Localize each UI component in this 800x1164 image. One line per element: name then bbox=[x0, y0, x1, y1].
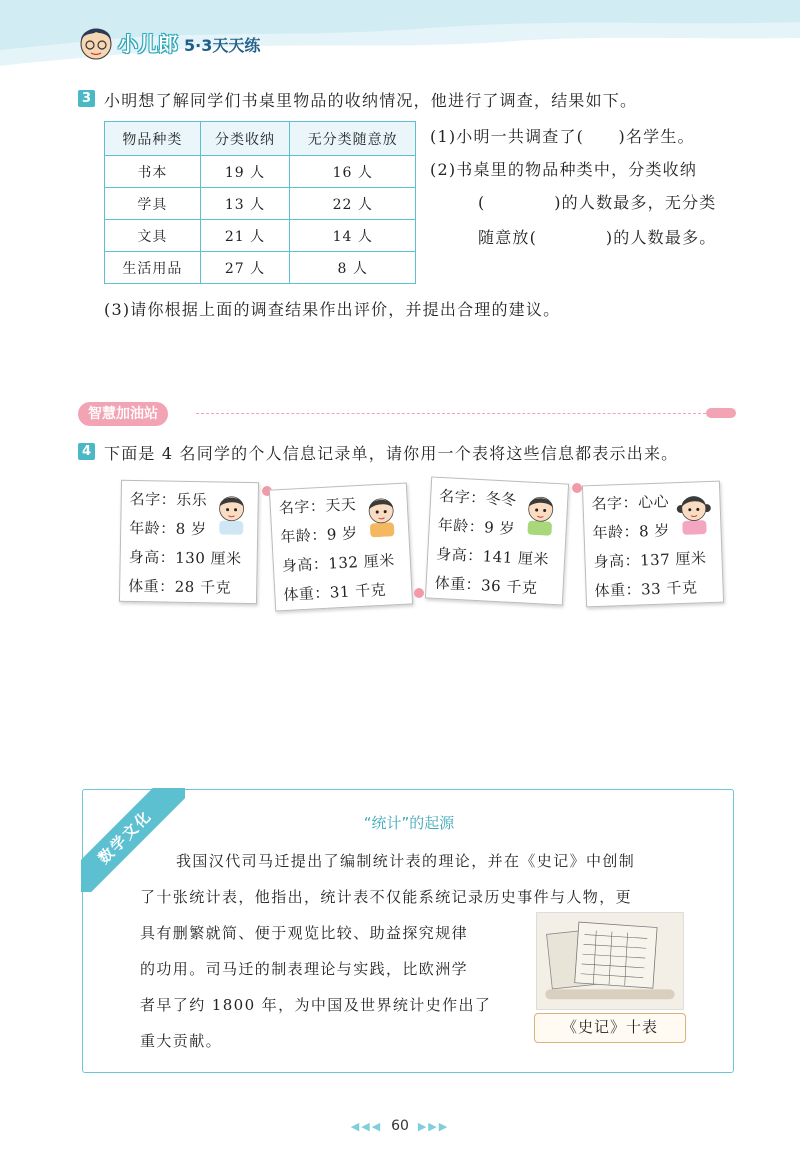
info-card bbox=[119, 480, 259, 604]
card-name: 名字：乐乐 bbox=[129, 489, 208, 510]
table-cell: 16 人 bbox=[290, 156, 416, 188]
culture-paragraph-line: 了十张统计表，他指出，统计表不仅能系统记录历史事件与人物，更 bbox=[140, 888, 633, 906]
card-name: 名字：心心 bbox=[591, 492, 670, 514]
table-cell: 文具 bbox=[105, 220, 201, 252]
boy-avatar-icon bbox=[362, 490, 400, 538]
table-row bbox=[105, 156, 416, 188]
culture-title: “统计”的起源 bbox=[363, 814, 455, 832]
info-card bbox=[425, 476, 569, 605]
sub-question-3: (3)请你根据上面的调查结果作出评价，并提出合理的建议。 bbox=[104, 300, 561, 319]
card-age: 年龄：9 岁 bbox=[279, 524, 359, 547]
card-name: 名字：天天 bbox=[278, 495, 357, 518]
culture-paragraph-line: 的功用。司马迁的制表理论与实践，比欧洲学 bbox=[140, 960, 469, 978]
card-age: 年龄：9 岁 bbox=[437, 515, 516, 538]
table-cell: 生活用品 bbox=[105, 252, 201, 284]
question-number-4: 4 bbox=[78, 443, 95, 460]
shiji-tables-image bbox=[536, 912, 684, 1010]
sub-question-1: (1)小明一共调查了( )名学生。 bbox=[430, 127, 695, 146]
table-cell: 8 人 bbox=[290, 252, 416, 284]
sub-question-2-line-2: ( )的人数最多，无分类 bbox=[478, 193, 717, 212]
card-height: 身高：141 厘米 bbox=[435, 544, 550, 569]
page-number: 60 bbox=[391, 1118, 409, 1134]
table-header-cell: 分类收纳 bbox=[200, 122, 290, 156]
survey-table bbox=[104, 121, 416, 284]
card-weight: 体重：33 千克 bbox=[594, 578, 698, 601]
left-arrows-icon: ◀◀◀ bbox=[350, 1120, 383, 1133]
culture-paragraph-line: 我国汉代司马迁提出了编制统计表的理论，并在《史记》中创制 bbox=[176, 852, 636, 870]
card-weight: 体重：31 千克 bbox=[282, 580, 387, 605]
card-height: 身高：137 厘米 bbox=[593, 549, 707, 572]
mascot-icon bbox=[76, 20, 116, 64]
table-header-cell: 物品种类 bbox=[105, 122, 201, 156]
culture-paragraph-line: 具有删繁就简、便于观览比较、助益探究规律 bbox=[140, 924, 469, 942]
card-age: 年龄：8 岁 bbox=[129, 518, 207, 539]
table-cell: 21 人 bbox=[200, 220, 290, 252]
culture-paragraph-line: 重大贡献。 bbox=[140, 1032, 223, 1050]
section-divider bbox=[196, 413, 706, 414]
image-caption: 《史记》十表 bbox=[534, 1013, 686, 1043]
info-card bbox=[582, 481, 724, 608]
table-cell: 书本 bbox=[105, 156, 201, 188]
table-row bbox=[105, 220, 416, 252]
table-row bbox=[105, 188, 416, 220]
card-weight: 体重：36 千克 bbox=[434, 573, 538, 598]
card-height: 身高：130 厘米 bbox=[128, 547, 242, 568]
culture-paragraph-line: 者早了约 1800 年，为中国及世界统计史作出了 bbox=[140, 996, 492, 1014]
boy-avatar-icon bbox=[213, 488, 250, 535]
table-row bbox=[105, 252, 416, 284]
card-height: 身高：132 厘米 bbox=[281, 551, 396, 576]
page-footer bbox=[0, 1118, 800, 1134]
pin-icon bbox=[414, 588, 424, 598]
section-banner: 智慧加油站 bbox=[78, 402, 168, 426]
culture-ribbon bbox=[81, 788, 185, 892]
sub-question-2-line-1: (2)书桌里的物品种类中，分类收纳 bbox=[430, 160, 698, 179]
question-number-3: 3 bbox=[78, 90, 95, 107]
question-4-prompt: 下面是 4 名同学的个人信息记录单，请你用一个表将这些信息都表示出来。 bbox=[104, 444, 679, 463]
card-weight: 体重：28 千克 bbox=[128, 576, 232, 597]
pin-icon bbox=[572, 483, 582, 493]
card-name: 名字：冬冬 bbox=[438, 486, 518, 509]
table-header-row bbox=[105, 122, 416, 156]
question-3-prompt: 小明想了解同学们书桌里物品的收纳情况，他进行了调查，结果如下。 bbox=[104, 91, 638, 110]
brand-name: 小儿郎 bbox=[118, 32, 178, 56]
table-cell: 学具 bbox=[105, 188, 201, 220]
brand-series: 5·3天天练 bbox=[184, 36, 261, 55]
table-cell: 14 人 bbox=[290, 220, 416, 252]
sub-question-2-line-3: 随意放( )的人数最多。 bbox=[478, 228, 717, 247]
brand bbox=[118, 28, 260, 57]
culture-ribbon-label: 数学文化 bbox=[81, 788, 185, 892]
table-cell: 19 人 bbox=[200, 156, 290, 188]
table-cell: 27 人 bbox=[200, 252, 290, 284]
card-age: 年龄：8 岁 bbox=[592, 521, 671, 543]
pencil-icon bbox=[706, 408, 736, 418]
table-cell: 22 人 bbox=[290, 188, 416, 220]
table-cell: 13 人 bbox=[200, 188, 290, 220]
girl-avatar-icon bbox=[675, 488, 713, 535]
boy-avatar-icon bbox=[521, 488, 559, 536]
right-arrows-icon: ▶▶▶ bbox=[417, 1120, 450, 1133]
info-card bbox=[269, 482, 413, 611]
table-header-cell: 无分类随意放 bbox=[290, 122, 416, 156]
